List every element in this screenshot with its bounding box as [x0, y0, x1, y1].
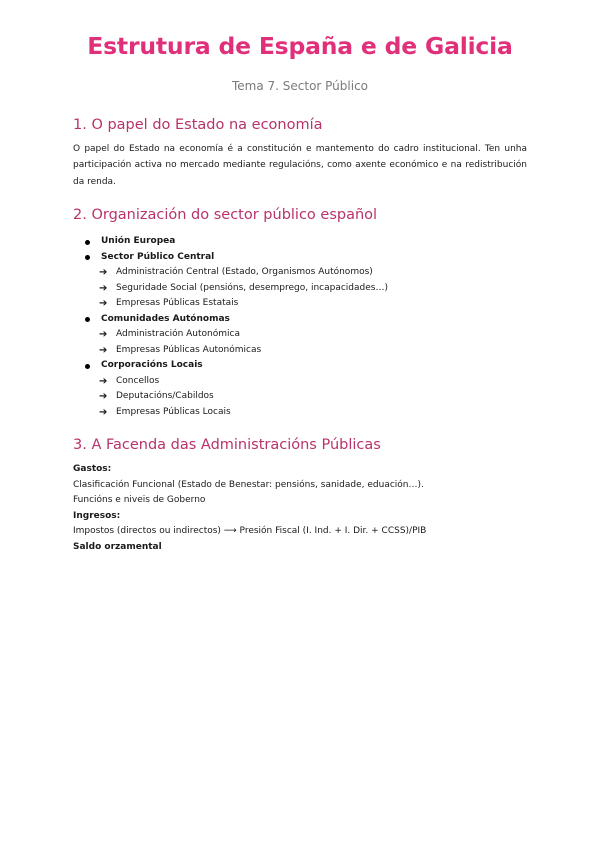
sub-list-item — [73, 405, 388, 421]
sub-list-item-label: Administración Central (Estado, Organismos Autónomos) — [116, 267, 373, 277]
sub-list-item — [73, 296, 388, 312]
arrow-right-icon: ➔ — [99, 375, 108, 387]
bullet-dot-icon — [85, 240, 90, 245]
ingresos-label: Ingresos: — [73, 510, 121, 521]
sub-list-item-label: Empresas Públicas Estatais — [116, 298, 239, 308]
clasificacion-funcional-text: Clasificación Funcional (Estado de Benestar: pensións, sanidade, eduación…). — [73, 479, 424, 490]
list-item-label: Sector Público Central — [101, 251, 215, 262]
sub-list-item — [73, 265, 388, 281]
gastos-label: Gastos: — [73, 464, 112, 474]
sub-list-item-label: Deputacións/Cabildos — [116, 391, 214, 401]
sub-list-item — [73, 389, 388, 405]
funcions-niveis-text: Funcións e niveis de Goberno — [73, 495, 206, 506]
list-item — [73, 312, 388, 328]
section-1-paragraph: O papel do Estado na economía é a constitución e mantemento do cadro institucional. Ten unha participación activa no mercado mediante regulacións, como axente económico e na redistribución da renda. — [73, 144, 527, 187]
bullet-dot-icon — [85, 364, 90, 369]
section-heading-3: 3. A Facenda das Administracións Públicas — [73, 437, 381, 453]
sector-publico-list — [73, 234, 388, 420]
list-item-label: Unión Europea — [101, 236, 176, 246]
sub-list-item — [73, 327, 388, 343]
arrow-right-icon: ➔ — [99, 282, 108, 294]
facenda-content — [73, 462, 426, 556]
arrow-right-icon: ➔ — [99, 267, 108, 278]
arrow-right-icon: ➔ — [99, 391, 108, 402]
list-item — [73, 358, 388, 374]
section-heading-2: 2. Organización do sector público español — [73, 207, 378, 223]
sub-list-item-label: Administración Autonómica — [116, 329, 240, 339]
list-item — [73, 234, 388, 250]
bullet-dot-icon — [85, 255, 90, 260]
saldo-orzamental-label: Saldo orzamental — [73, 541, 162, 552]
list-item — [73, 250, 388, 266]
sub-list-item — [73, 374, 388, 390]
list-item-label: Corporacións Locais — [101, 360, 203, 370]
arrow-right-icon: ➔ — [99, 329, 108, 340]
sub-list-item — [73, 281, 388, 297]
sub-list-item-label: Concellos — [116, 375, 160, 386]
sub-list-item-label: Seguridade Social (pensións, desemprego, incapacidades…) — [116, 282, 388, 293]
impostos-text: Impostos (directos ou indirectos) ⟶ Presión Fiscal (I. Ind. + I. Dir. + CCSS)/PIB — [73, 526, 427, 537]
document-subtitle: Tema 7. Sector Público — [231, 79, 369, 93]
arrow-right-icon: ➔ — [99, 344, 108, 356]
section-heading-1: 1. O papel do Estado na economía — [73, 117, 323, 133]
sub-list-item-label: Empresas Públicas Autonómicas — [116, 344, 262, 355]
arrow-right-icon: ➔ — [99, 406, 108, 418]
sub-list-item-label: Empresas Públicas Locais — [116, 406, 231, 417]
document-title: Estrutura de España e de Galicia — [87, 32, 513, 60]
sub-list-item — [73, 343, 388, 359]
bullet-dot-icon — [85, 317, 90, 322]
list-item-label: Comunidades Autónomas — [101, 313, 230, 324]
arrow-right-icon: ➔ — [99, 298, 108, 309]
